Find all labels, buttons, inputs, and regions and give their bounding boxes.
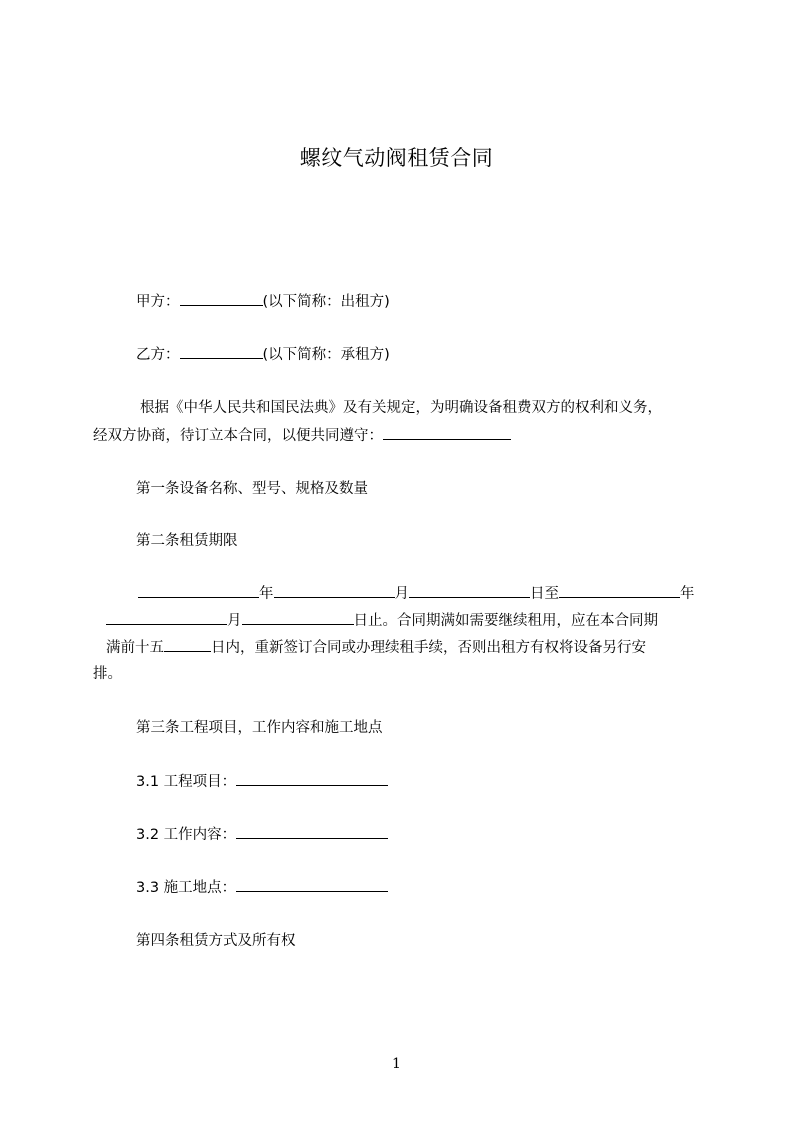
start-month-blank[interactable] [274,583,395,598]
preamble-text-2: 经双方协商，待订立本合同，以便共同遵守： [93,428,383,444]
page-title: 螺纹气动阀租赁合同 [299,146,494,170]
start-year-blank[interactable] [138,583,259,598]
lease-period-line-2 [106,610,658,631]
days-blank[interactable] [164,637,211,652]
before-text: 满前十五 [106,640,164,656]
work-content-line [136,824,388,845]
day-to-label: 日至 [530,586,559,602]
work-content-label: 3.2 工作内容： [136,827,237,843]
end-day-blank[interactable] [242,610,354,625]
party-a-blank[interactable] [180,291,263,306]
within-text: 日内，重新签订合同或办理续租手续，否则出租方有权将设备另行安 [211,640,646,656]
party-a-note: (以下简称：出租方) [262,294,390,310]
lease-period-line-3 [106,637,646,658]
day-end-text: 日止。合同期满如需要继续租用，应在本合同期 [353,613,658,629]
article-3-heading: 第三条工程项目，工作内容和施工地点 [136,720,383,736]
project-line [136,771,388,792]
start-day-blank[interactable] [409,583,530,598]
article-2-heading: 第二条租赁期限 [136,533,238,549]
preamble-line-1: 根据《中华人民共和国民法典》及有关规定，为明确设备租费双方的权利和义务， [140,400,662,416]
work-content-blank[interactable] [236,824,388,839]
party-b-blank[interactable] [180,344,263,359]
party-b-line [136,344,390,365]
year-label: 年 [259,586,274,602]
end-year-blank[interactable] [559,583,680,598]
article-1-heading: 第一条设备名称、型号、规格及数量 [136,481,368,497]
party-b-label: 乙方： [136,347,180,363]
site-label: 3.3 施工地点： [136,880,237,896]
end-month-label: 月 [227,613,242,629]
party-a-label: 甲方： [136,294,180,310]
party-b-note: (以下简称：承租方) [262,347,390,363]
month-label: 月 [394,586,409,602]
page-number: 1 [392,1056,401,1072]
end-year-label: 年 [680,586,695,602]
project-label: 3.1 工程项目： [136,774,237,790]
lease-period-line-1 [138,583,695,604]
site-blank[interactable] [236,877,388,892]
article-4-heading: 第四条租赁方式及所有权 [136,933,296,949]
end-month-blank[interactable] [106,610,227,625]
preamble-line-2 [93,425,511,446]
site-line [136,877,388,898]
project-blank[interactable] [236,771,388,786]
party-a-line [136,291,390,312]
preamble-blank[interactable] [383,425,511,440]
lease-period-line-4: 排。 [93,666,122,682]
